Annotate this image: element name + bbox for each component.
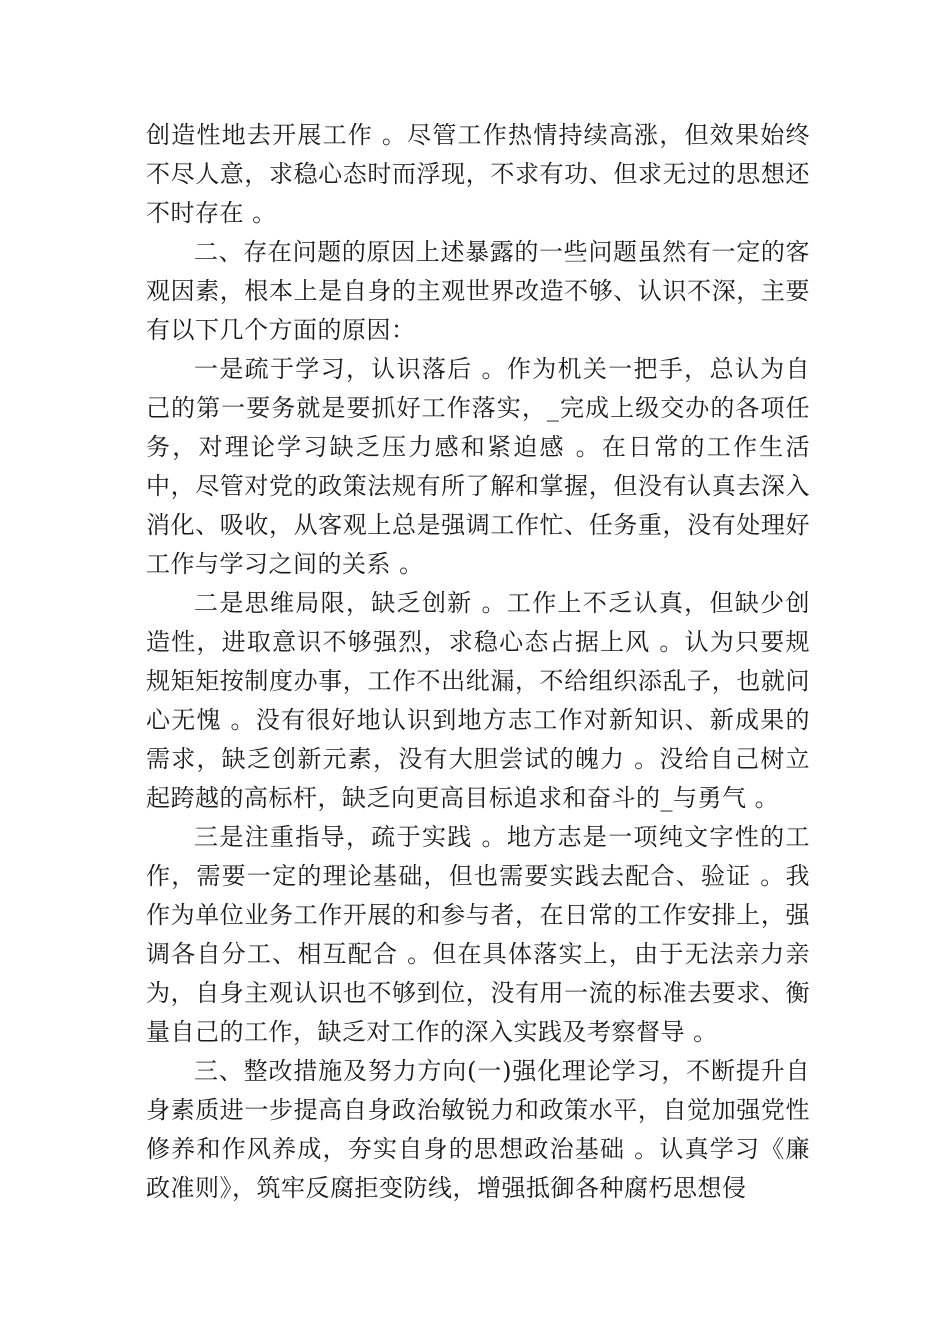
paragraph-rectification-measures: 三、整改措施及努力方向(一)强化理论学习，不断提升自身素质进一步提高自身政治敏锐力和政策水平，自觉加强党性修养和作风养成，夯实自身的思想政治基础 。认真学习《廉政准则》，筑牢反腐拒变防线，增强抵御各种腐朽思想侵	[146, 1057, 810, 1202]
paragraph-continuation: 创造性地去开展工作 。尽管工作热情持续高涨，但效果始终不尽人意，求稳心态时而浮现，不求有功、但求无过的思想还不时存在 。	[146, 121, 810, 227]
paragraph-problem-causes: 二、存在问题的原因上述暴露的一些问题虽然有一定的客观因素，根本上是自身的主观世界改造不够、认识不深，主要有以下几个方面的原因：	[146, 238, 810, 344]
paragraph-cause-three-practice: 三是注重指导，疏于实践 。地方志是一项纯文字性的工作，需要一定的理论基础，但也需要实践去配合、验证 。我作为单位业务工作开展的和参与者，在日常的工作安排上，强调各自分工、相互配合 。但在具体落实上，由于无法亲力亲为，自身主观认识也不够到位，没有用一流的标准去要求、衡量自己的工作，缺乏对工作的深入实践及考察督导 。	[146, 823, 810, 1046]
paragraph-cause-one-study: 一是疏于学习，认识落后 。作为机关一把手，总认为自己的第一要务就是要抓好工作落实，_完成上级交办的各项任务，对理论学习缺乏压力感和紧迫感 。在日常的工作生活中，尽管对党的政策法规有所了解和掌握，但没有认真去深入消化、吸收，从客观上总是强调工作忙、任务重，没有处理好工作与学习之间的关系 。	[146, 355, 810, 578]
document-page	[146, 116, 810, 1208]
paragraph-cause-two-innovation: 二是思维局限，缺乏创新 。工作上不乏认真，但缺少创造性，进取意识不够强烈，求稳心态占据上风 。认为只要规规矩矩按制度办事，工作不出纰漏，不给组织添乱子，也就问心无愧 。没有很好地认识到地方志工作对新知识、新成果的需求，缺乏创新元素，没有大胆尝试的魄力 。没给自己树立起跨越的高标杆，缺乏向更高目标追求和奋斗的_与勇气 。	[146, 589, 810, 812]
